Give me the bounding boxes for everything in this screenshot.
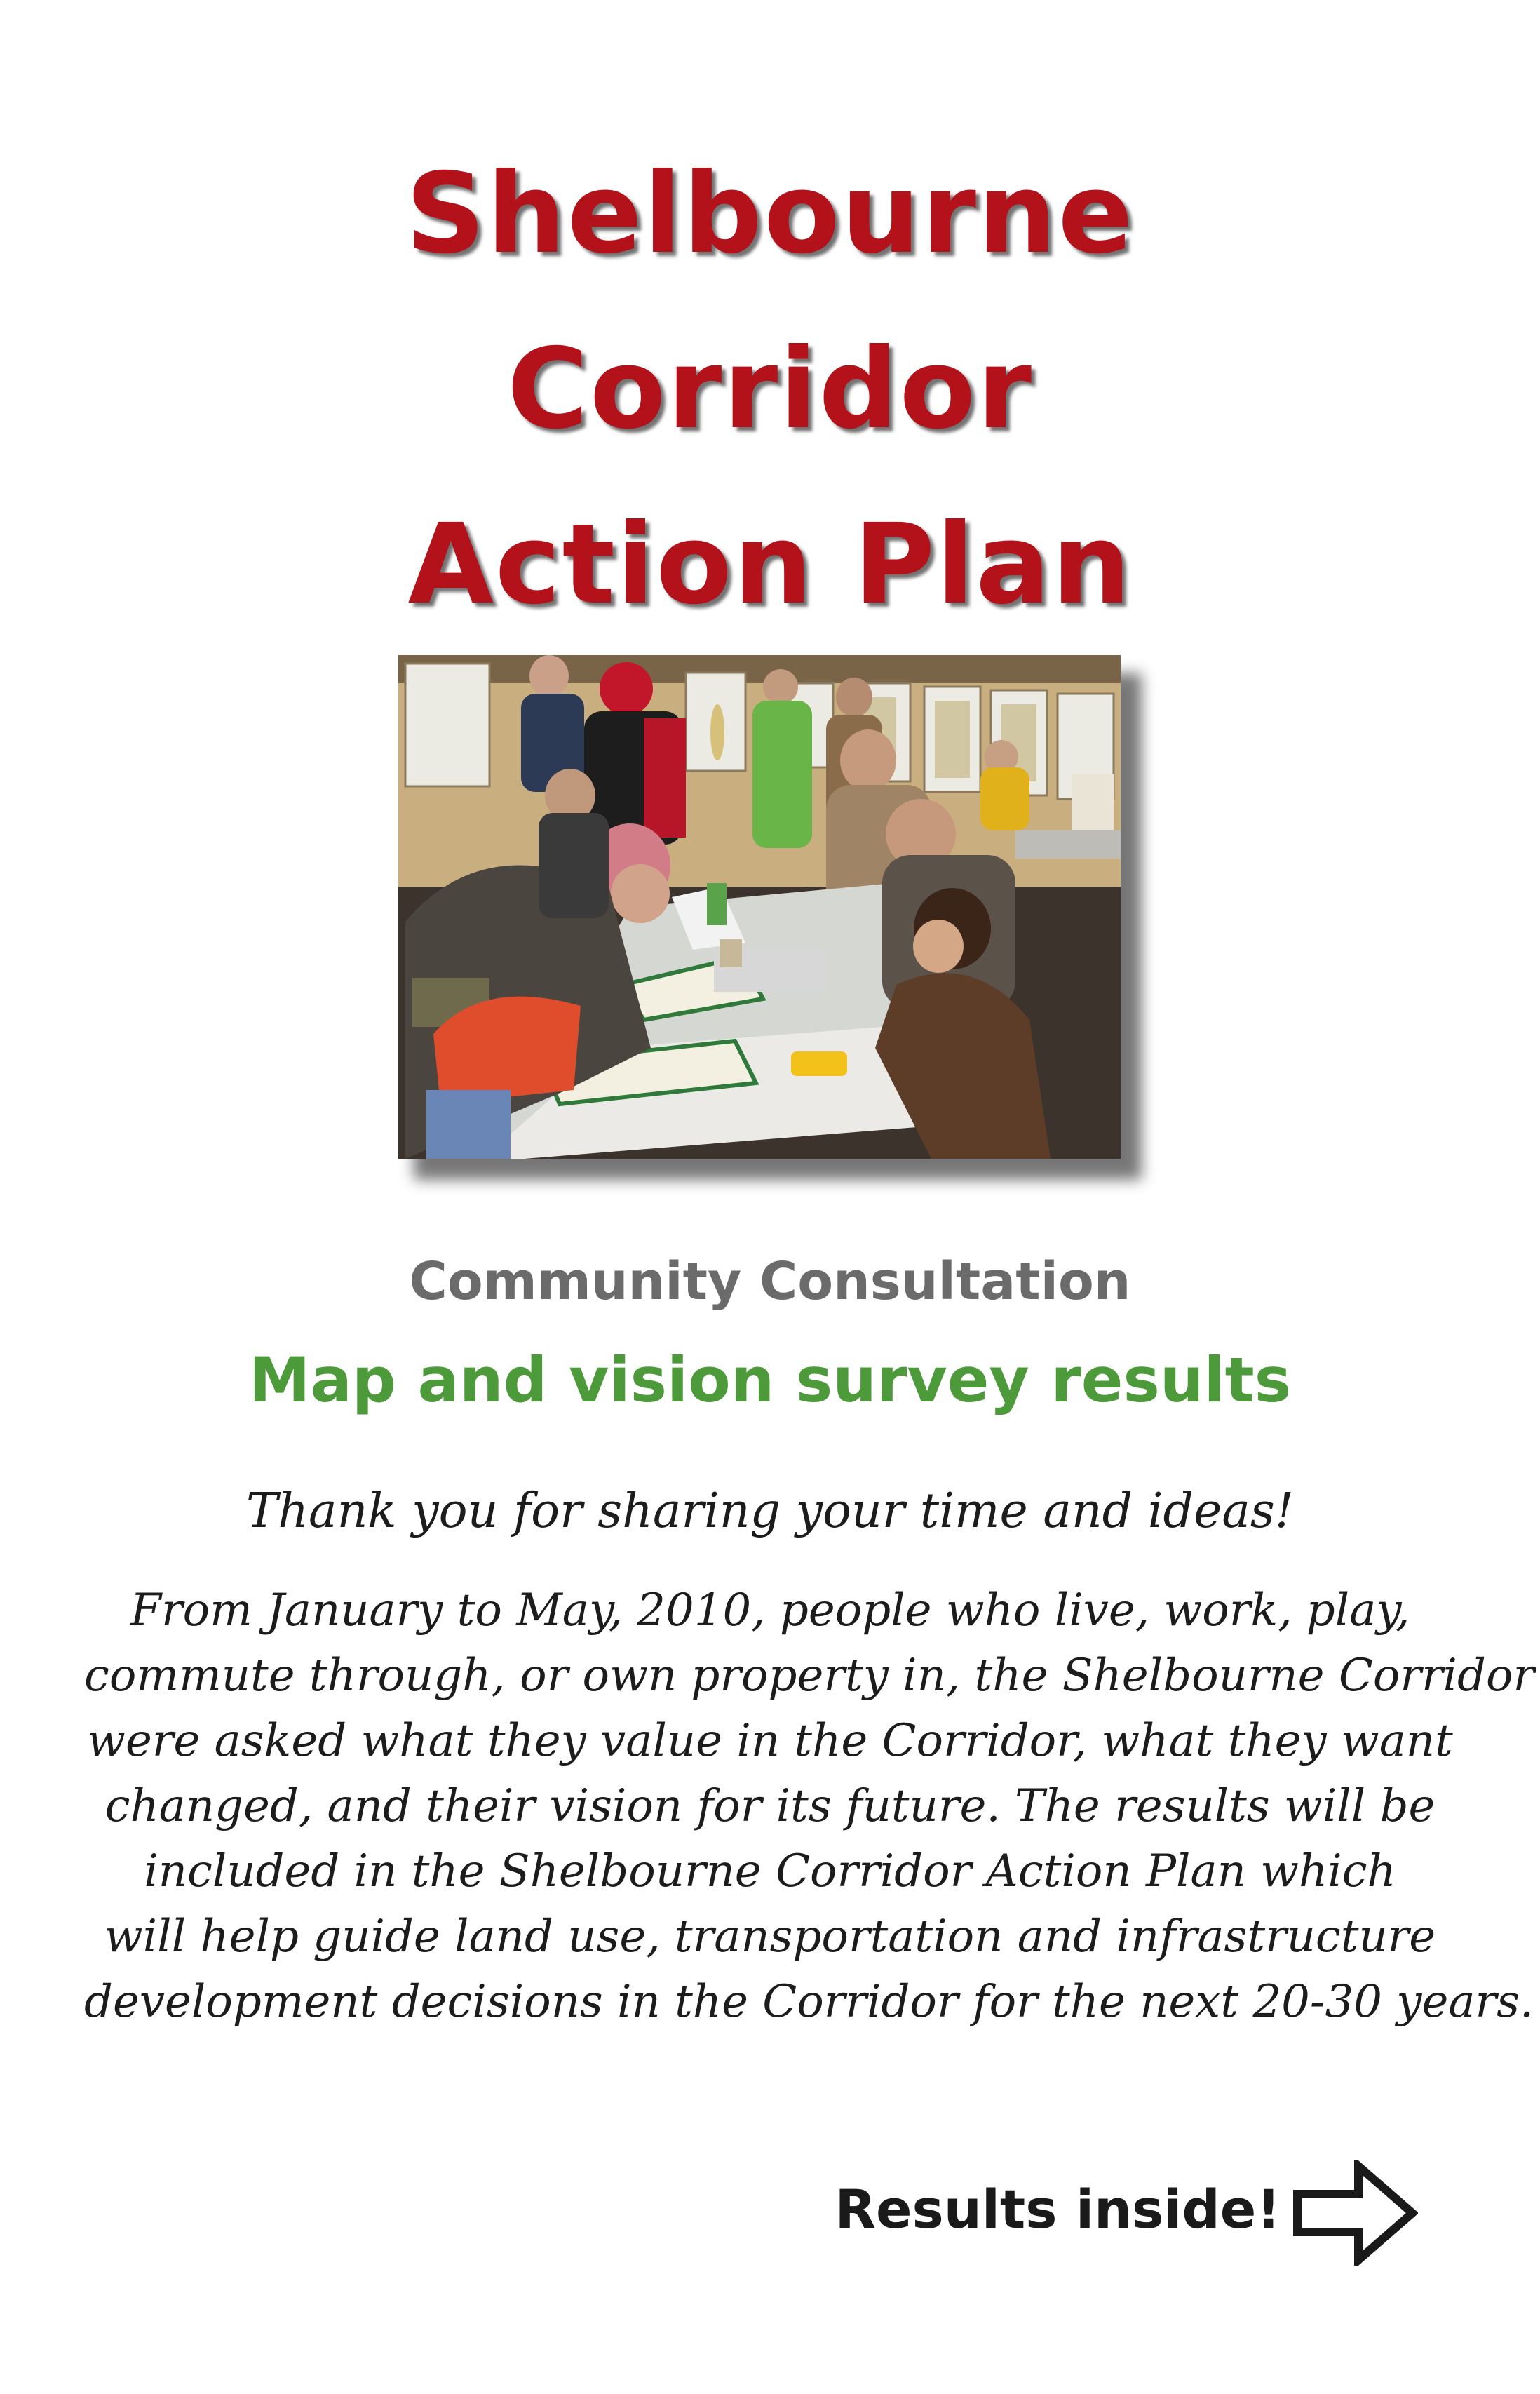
body-line-7: development decisions in the Corridor for the next 20-30 years. (84, 1976, 1534, 2028)
title-line-3: Action Plan (407, 500, 1133, 629)
body-line-4: changed, and their vision for its future. The results will be (104, 1780, 1436, 1832)
subtitle: Community Consultation (409, 1251, 1131, 1312)
body-paragraph (84, 1578, 1535, 2035)
body-line-2: commute through, or own property in, the Shelbourne Corridor (84, 1650, 1535, 1702)
section-heading: Map and vision survey results (248, 1344, 1292, 1416)
title-line-1: Shelbourne (405, 149, 1135, 278)
thank-you-text: Thank you for sharing your time and ideas! (245, 1484, 1295, 1539)
body-line-1: From January to May, 2010, people who live, work, play, (130, 1585, 1410, 1636)
results-inside-label: Results inside! (835, 2178, 1281, 2240)
right-arrow-icon (1292, 2160, 1418, 2266)
community-consultation-photo (398, 655, 1121, 1159)
title-line-2: Corridor (506, 325, 1034, 454)
body-line-5: included in the Shelbourne Corridor Action Plan which (144, 1845, 1396, 1897)
body-line-3: were asked what they value in the Corridor, what they want (87, 1715, 1453, 1767)
page-title (0, 126, 1540, 652)
body-line-6: will help guide land use, transportation and infrastructure (104, 1911, 1436, 1963)
